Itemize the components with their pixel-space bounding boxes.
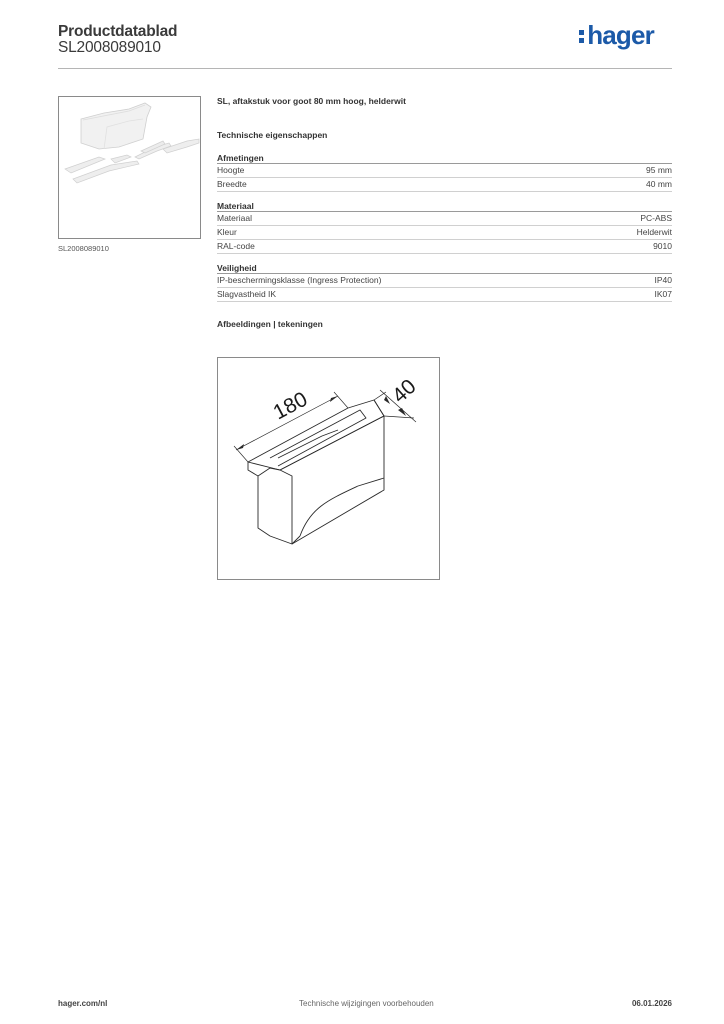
dimension-width-label: 40 — [387, 374, 421, 408]
spec-label: Hoogte — [217, 165, 245, 175]
spec-row — [217, 274, 672, 288]
technical-drawing-svg — [218, 358, 439, 579]
spec-value: 95 mm — [646, 165, 672, 175]
hager-logo[interactable] — [587, 20, 654, 51]
dimension-length-label: 180 — [269, 387, 312, 425]
page-header — [58, 20, 672, 70]
spec-label: Materiaal — [217, 213, 252, 223]
product-name: SL, aftakstuk voor goot 80 mm hoog, helderwit — [217, 96, 406, 106]
spec-label: Slagvastheid IK — [217, 289, 277, 299]
spec-row — [217, 164, 672, 178]
spec-row — [217, 240, 672, 254]
product-number: SL2008089010 — [58, 39, 161, 56]
spec-row — [217, 178, 672, 192]
spec-group-safety — [217, 262, 672, 302]
spec-group-title: Afmetingen — [217, 152, 672, 164]
spec-group-dimensions — [217, 152, 672, 192]
product-photo-illustration — [59, 97, 200, 238]
technical-drawing — [217, 357, 440, 580]
footer-date: 06.01.2026 — [631, 999, 672, 1008]
spec-content — [217, 96, 672, 333]
spec-group-material — [217, 200, 672, 254]
drawings-heading: Afbeeldingen | tekeningen — [217, 319, 323, 329]
product-photo — [58, 96, 201, 239]
spec-row — [217, 212, 672, 226]
logo-dots-icon — [579, 30, 584, 44]
spec-label: Kleur — [217, 227, 237, 237]
spec-group-title: Materiaal — [217, 200, 672, 212]
spec-row — [217, 226, 672, 240]
spec-row — [217, 288, 672, 302]
spec-value: 9010 — [653, 241, 672, 251]
spec-group-title: Veiligheid — [217, 262, 672, 274]
footer-disclaimer: Technische wijzigingen voorbehouden — [299, 999, 434, 1008]
spec-label: Breedte — [217, 179, 247, 189]
product-photo-caption: SL2008089010 — [58, 244, 109, 253]
document-title: Productdatablad — [58, 23, 178, 40]
spec-value: Helderwit — [636, 227, 672, 237]
spec-label: IP-beschermingsklasse (Ingress Protection) — [217, 275, 382, 285]
specs-heading: Technische eigenschappen — [217, 130, 328, 140]
spec-value: IP40 — [654, 275, 672, 285]
spec-value: PC-ABS — [640, 213, 672, 223]
spec-label: RAL-code — [217, 241, 255, 251]
spec-value: IK07 — [654, 289, 672, 299]
logo-wordmark: hager — [587, 20, 654, 50]
header-divider — [58, 68, 672, 69]
spec-value: 40 mm — [646, 179, 672, 189]
footer-website-link[interactable]: hager.com/nl — [58, 999, 108, 1008]
